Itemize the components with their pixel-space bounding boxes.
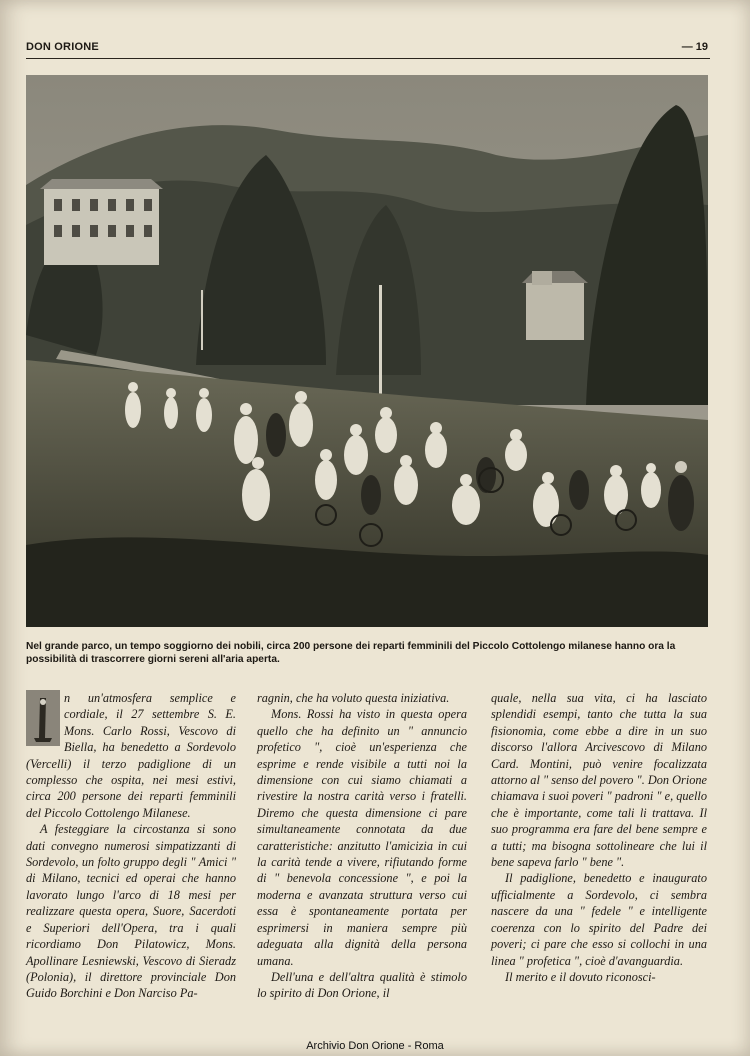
photo-caption: Nel grande parco, un tempo soggiorno dei nobili, circa 200 persone dei reparti femminili del Piccolo Cottolengo milanese hanno ora la possibilità di trascorrere giorni sereni all'aria aperta. bbox=[26, 641, 676, 665]
page-header bbox=[26, 40, 710, 59]
article-column-1 bbox=[26, 690, 236, 1002]
article-column-2 bbox=[257, 690, 467, 1002]
article-paragraph: Dell'una e dell'altra qualità è stimolo lo spirito di Don Orione, il bbox=[257, 969, 467, 1001]
article-paragraph: ragnin, che ha voluto questa iniziativa. bbox=[257, 691, 450, 705]
article-text: n un'atmosfera semplice e cordiale, il 27 settembre S. E. Mons. Carlo Rossi, Vescovo di Biella, ha benedetto a Sordevolo (Vercelli) il terzo padiglione di un complesso che ospita, nei mesi estivi, circa 200 persone dei reparti femminili del Piccolo Cottolengo Milanese. bbox=[26, 691, 236, 820]
article-paragraph: Mons. Rossi ha visto in questa opera quello che ha definito un " annuncio profetico ", cioè un'esperienza che esprime e rende visibile a tutti noi la dimensione con cui siamo chiamati a rivestire la nostra carità verso i fratelli. Diremo che questa dimensione ci pare simultaneamente connotata da due caratteristiche: anzitutto l'amicizia in cui la carità tende a vivere, rifiutando forme di " benevola concessione ", e poi la moderna e avanzata struttura verso cui essa è spontaneamente portata per esprimersi in maniera sempre più adeguata alla dignità della persona umana. bbox=[257, 707, 467, 968]
dropcap-illustration bbox=[26, 690, 60, 746]
garden-photo bbox=[26, 75, 708, 627]
article-paragraph: quale, nella sua vita, ci ha lasciato splendidi esempi, tanto che tutta la sua fisionomia, come ebbe a dire in un suo discorso l'allora Arcivescovo di Milano Card. Montini, può venire focalizzata attorno al " senso del povero ". Don Orione chiamava i suoi poveri " padroni " e, quello che è importante, come tali li trattava. Il suo programma era fare del bene sempre e a tutti; ma bisogna sottolineare che lui il bene sapeva farlo " bene ". bbox=[491, 691, 707, 870]
magazine-title: DON ORIONE bbox=[26, 41, 99, 53]
article-column-3 bbox=[491, 690, 707, 985]
article-paragraph bbox=[26, 690, 236, 821]
article-paragraph: Il merito e il dovuto riconosci- bbox=[505, 969, 656, 984]
article-paragraph: A festeggiare la circostanza si sono dati convegno numerosi simpatizzanti di Sordevolo, un folto gruppo degli " Amici " di Milano, tecnici ed operai che hanno lavorato lungo l'arco di 18 mesi per realizzare questa opera, Suore, Sacerdoti e Superiori dell'Opera, tra i quali ricordiamo Don Pilatowicz, Mons. Apollinare Lesniewski, Vescovo di Sieradz (Polonia), il direttore provinciale Don Guido Borchini e Don Narciso Pa- bbox=[26, 822, 236, 1001]
article-paragraph: Il padiglione, benedetto e inaugurato ufficialmente a Sordevolo, ci sembra nascere da una " fedele " e intelligente coerenza con lo spirito del Padre dei poveri; ci pare che esso si collochi in una linea " profetica ", cioè d'avanguardia. bbox=[491, 871, 707, 968]
page-number: — 19 bbox=[681, 41, 708, 53]
archive-watermark: Archivio Don Orione - Roma bbox=[306, 1040, 444, 1052]
